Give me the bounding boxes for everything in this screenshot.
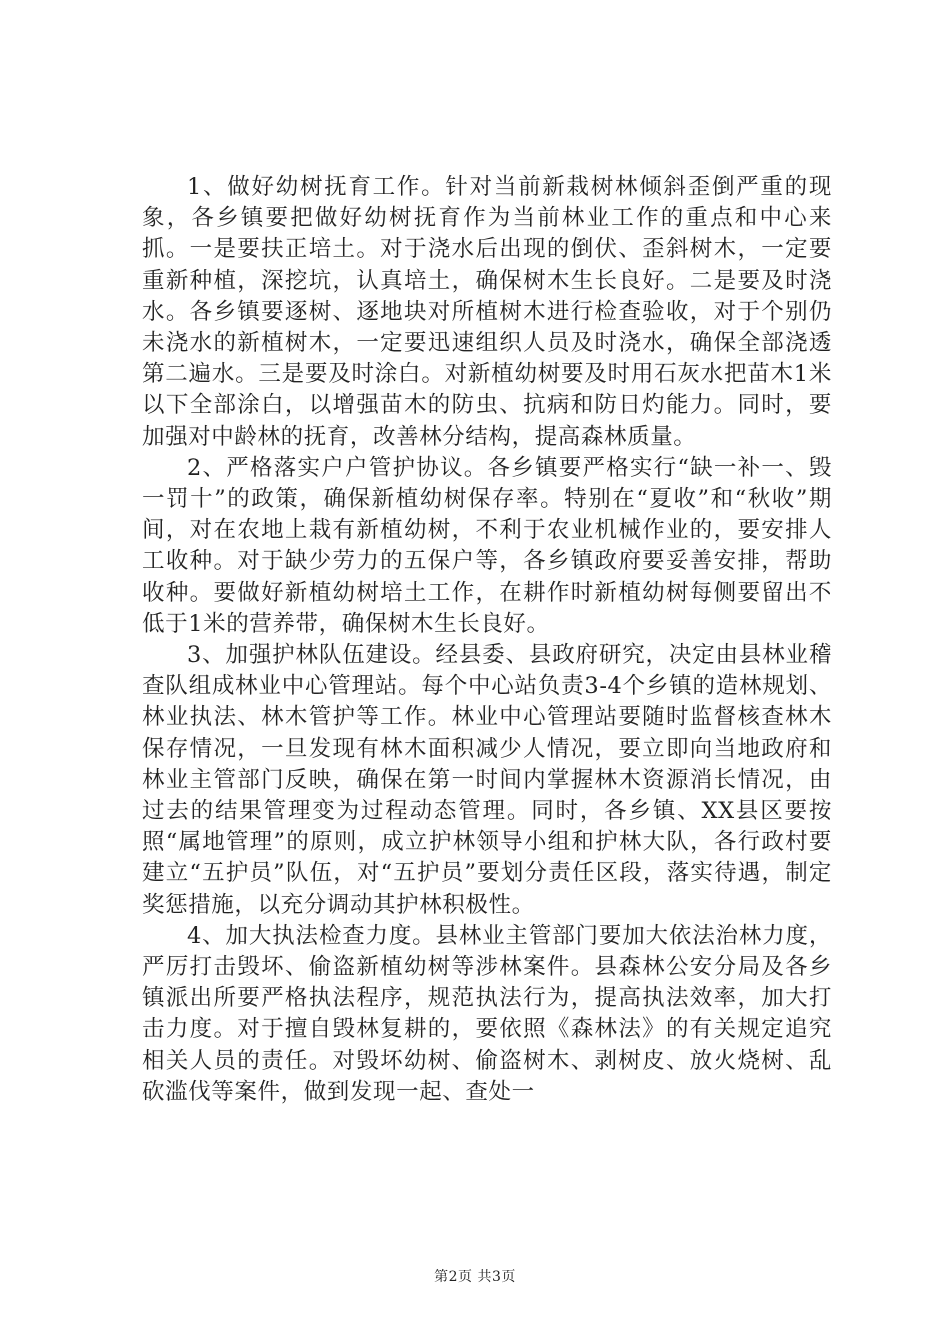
paragraph-1: 1、做好幼树抚育工作。针对当前新栽树林倾斜歪倒严重的现象，各乡镇要把做好幼树抚育作为当前林业工作的重点和中心来抓。一是要扶正培土。对于浇水后出现的倒伏、歪斜树木，一定要重新种植，深挖坑，认真培土，确保树木生长良好。二是要及时浇水。各乡镇要逐树、逐地块对所植树木进行检查验收，对于个别仍未浇水的新植树木，一定要迅速组织人员及时浇水，确保全部浇透第二遍水。三是要及时涂白。对新植幼树要及时用石灰水把苗木1米以下全部涂白，以增强苗木的防虫、抗病和防日灼能力。同时，要加强对中龄林的抚育，改善林分结构，提高森林质量。 — [142, 174, 832, 450]
document-body — [142, 172, 832, 1108]
paragraph-2: 2、严格落实户户管护协议。各乡镇要严格实行“缺一补一、毁一罚十”的政策，确保新植幼树保存率。特别在“夏收”和“秋收”期间，对在农地上栽有新植幼树，不利于农业机械作业的，要安排人工收种。对于缺少劳力的五保户等，各乡镇政府要妥善安排，帮助收种。要做好新植幼树培土工作，在耕作时新植幼树每侧要留出不低于1米的营养带，确保树木生长良好。 — [142, 454, 832, 637]
page-number-label: 第2页 共3页 — [434, 1269, 516, 1285]
page-footer — [0, 1266, 950, 1286]
paragraph-4: 4、加大执法检查力度。县林业主管部门要加大依法治林力度，严厉打击毁坏、偷盗新植幼树等涉林案件。县森林公安分局及各乡镇派出所要严格执法程序，规范执法行为，提高执法效率，加大打击力度。对于擅自毁林复耕的，要依照《森林法》的有关规定追究相关人员的责任。对毁坏幼树、偷盗树木、剥树皮、放火烧树、乱砍滥伐等案件，做到发现一起、查处一 — [142, 922, 832, 1105]
paragraph-3: 3、加强护林队伍建设。经县委、县政府研究，决定由县林业稽查队组成林业中心管理站。每个中心站负责3-4个乡镇的造林规划、林业执法、林木管护等工作。林业中心管理站要随时监督核查林木保存情况，一旦发现有林木面积减少人情况，要立即向当地政府和林业主管部门反映，确保在第一时间内掌握林木资源消长情况，由过去的结果管理变为过程动态管理。同时，各乡镇、XX县区要按照“属地管理”的原则，成立护林领导小组和护林大队，各行政村要建立“五护员”队伍，对“五护员”要划分责任区段，落实待遇，制定奖惩措施，以充分调动其护林积极性。 — [142, 642, 832, 918]
